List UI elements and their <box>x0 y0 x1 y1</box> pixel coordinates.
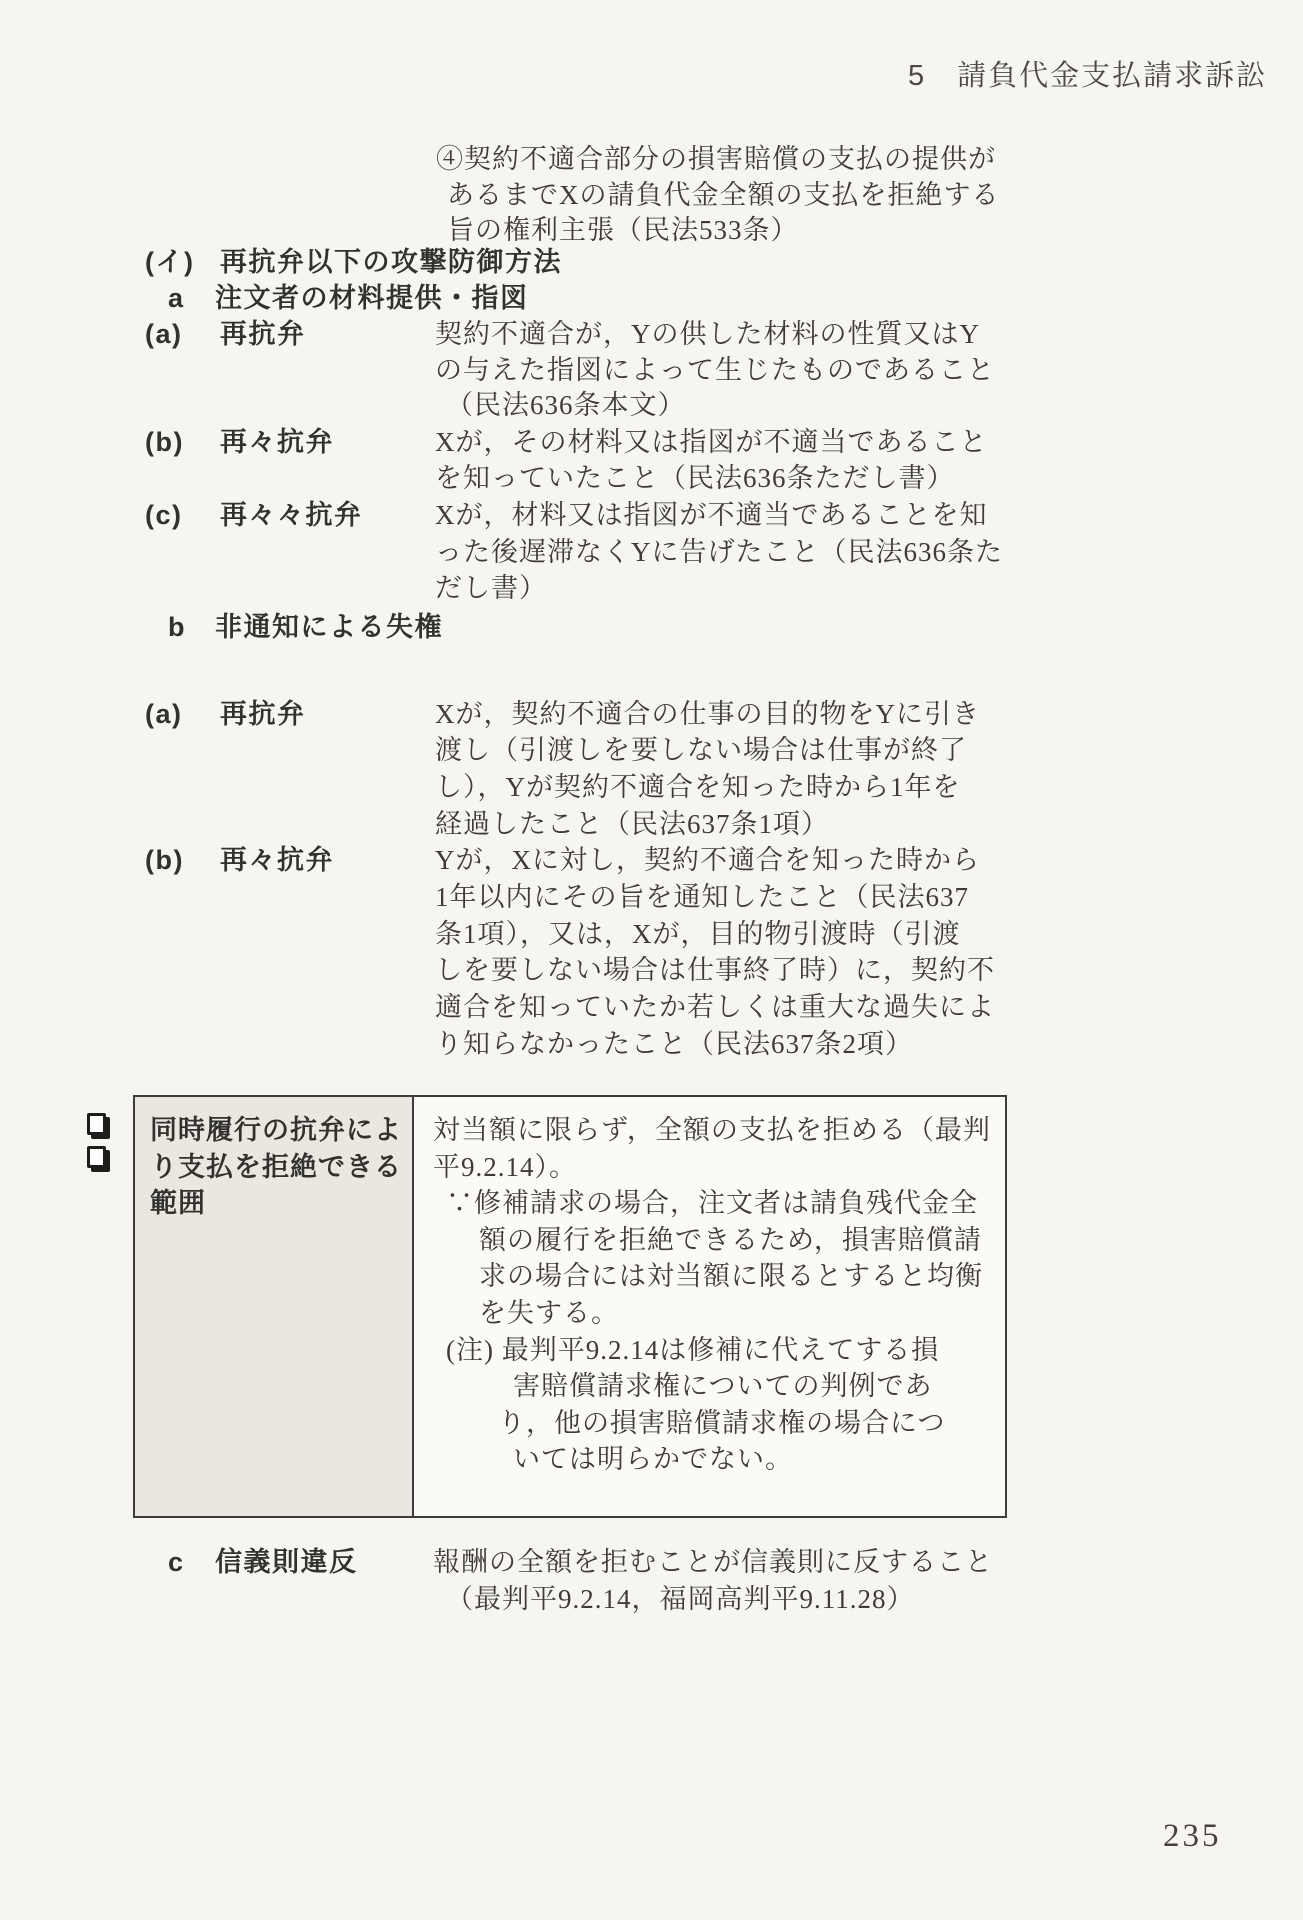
item-content-line: Xが，その材料又は指図が不適当であること <box>435 427 988 457</box>
table-left-line: 範囲 <box>150 1188 206 1219</box>
item-marker: (b) <box>145 845 184 875</box>
item-content-line: （最判平9.2.14，福岡高判平9.11.28） <box>446 1584 915 1614</box>
item-label: 再々々抗弁 <box>220 500 363 530</box>
item-content-line: った後遅滞なくYに告げたこと（民法636条た <box>435 537 1003 567</box>
subsection-title: 注文者の材料提供・指図 <box>215 283 529 313</box>
item-label: 再々抗弁 <box>220 427 334 457</box>
item-label: 再抗弁 <box>220 699 306 729</box>
item-content-line: 経過したこと（民法637条1項） <box>435 809 829 839</box>
item-content-line: だし書） <box>435 573 547 603</box>
table-right-line: ∵修補請求の場合，注文者は請負残代金全 <box>446 1188 978 1219</box>
table-left-line: 同時履行の抗弁によ <box>150 1115 402 1145</box>
page-number: 235 <box>1163 1818 1222 1854</box>
item-content-line: の与えた指図によって生じたものであること <box>435 355 995 385</box>
table-right-line: り，他の損害賠償請求権の場合につ <box>498 1407 946 1438</box>
item-content-line: 適合を知っていたか若しくは重大な過失によ <box>435 992 995 1022</box>
intro-line: 旨の権利主張（民法533条） <box>447 215 799 245</box>
table-right-line: 平9.2.14）。 <box>433 1151 577 1182</box>
item-label: 再抗弁 <box>220 319 306 349</box>
simultaneous-performance-table <box>133 1095 1007 1518</box>
item-content-line: しを要しない場合は仕事終了時）に，契約不 <box>435 955 995 985</box>
table-right-line: (注) 最判平9.2.14は修補に代えてする損 <box>446 1334 940 1365</box>
subsection-title: 非通知による失権 <box>215 612 443 642</box>
table-right-line: いては明らかでない。 <box>513 1444 793 1475</box>
item-content-line: （民法636条本文） <box>446 390 686 420</box>
item-content-line: 1年以内にその旨を通知したこと（民法637 <box>435 882 969 912</box>
item-marker: (a) <box>145 699 183 729</box>
table-right-line: 対当額に限らず，全額の支払を拒める（最判 <box>433 1115 991 1145</box>
table-left-cell <box>135 1097 414 1516</box>
item-content-line: り知らなかったこと（民法637条2項） <box>435 1029 913 1059</box>
section-title: 再抗弁以下の攻撃防御方法 <box>220 247 562 277</box>
margin-checkbox-icon <box>87 1146 106 1168</box>
table-right-line: 求の場合には対当額に限るとすると均衡 <box>479 1261 983 1292</box>
intro-line: あるまでXの請負代金全額の支払を拒絶する <box>447 180 1000 210</box>
item-marker: (b) <box>145 427 184 457</box>
subsection-marker: a <box>168 283 185 313</box>
margin-checkbox-icon <box>87 1113 106 1135</box>
item-content-line: を知っていたこと（民法636条ただし書） <box>435 463 955 493</box>
item-content-line: 契約不適合が，Yの供した材料の性質又はY <box>435 319 980 349</box>
subsection-marker: c <box>168 1547 185 1577</box>
table-left-line: り支払を拒絶できる <box>150 1151 402 1182</box>
item-content-line: し），Yが契約不適合を知った時から1年を <box>435 772 961 802</box>
item-content-line: Xが，契約不適合の仕事の目的物をYに引き <box>435 699 980 729</box>
item-content-line: 条1項），又は，Xが，目的物引渡時（引渡 <box>435 919 961 949</box>
item-content-line: 報酬の全額を拒むことが信義則に反すること <box>433 1547 993 1577</box>
table-right-line: を失する。 <box>479 1297 619 1328</box>
item-marker: (a) <box>145 319 183 349</box>
intro-line: ④契約不適合部分の損害賠償の支払の提供が <box>436 144 996 174</box>
item-content-line: Xが，材料又は指図が不適当であることを知 <box>435 500 988 530</box>
table-right-line: 額の履行を拒絶できるため，損害賠償請 <box>479 1224 982 1255</box>
table-right-cell <box>414 1097 1005 1516</box>
item-marker: (c) <box>145 500 183 530</box>
subsection-marker: b <box>168 612 186 642</box>
item-label: 再々抗弁 <box>220 845 334 875</box>
section-marker: (イ) <box>145 247 195 277</box>
item-content-line: Yが，Xに対し，契約不適合を知った時から <box>435 845 980 875</box>
item-label: 信義則違反 <box>215 1547 358 1577</box>
table-right-line: 害賠償請求権についての判例であ <box>513 1371 933 1402</box>
item-content-line: 渡し（引渡しを要しない場合は仕事が終了 <box>435 735 967 765</box>
running-header: 5 請負代金支払請求訴訟 <box>908 60 1268 92</box>
